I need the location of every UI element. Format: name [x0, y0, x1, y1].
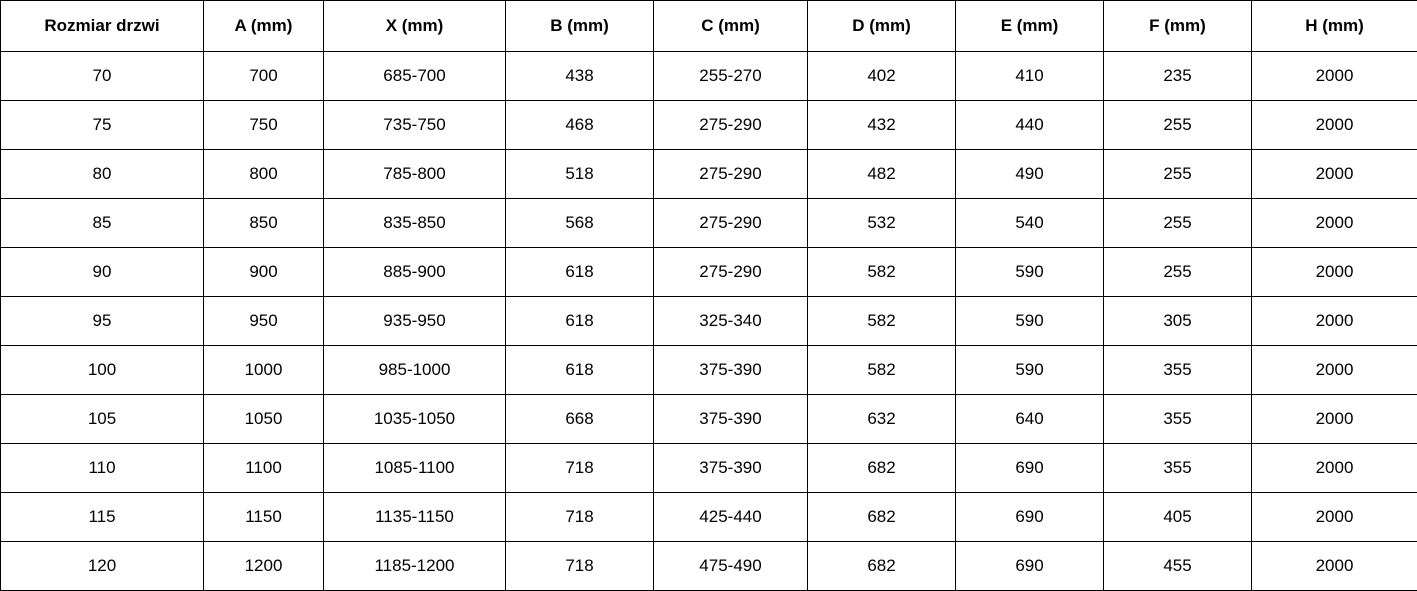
cell-a: 1150	[204, 493, 324, 542]
cell-e: 690	[956, 444, 1104, 493]
cell-door-size: 75	[1, 101, 204, 150]
cell-b: 668	[506, 395, 654, 444]
cell-c: 275-290	[654, 101, 808, 150]
cell-e: 410	[956, 52, 1104, 101]
cell-c: 255-270	[654, 52, 808, 101]
cell-e: 590	[956, 346, 1104, 395]
cell-c: 275-290	[654, 150, 808, 199]
cell-a: 1000	[204, 346, 324, 395]
cell-c: 275-290	[654, 248, 808, 297]
cell-d: 402	[808, 52, 956, 101]
cell-c: 375-390	[654, 395, 808, 444]
cell-d: 582	[808, 297, 956, 346]
cell-b: 618	[506, 297, 654, 346]
column-header-e: E (mm)	[956, 1, 1104, 52]
table-row	[1, 542, 1417, 591]
cell-f: 255	[1104, 150, 1252, 199]
cell-door-size: 100	[1, 346, 204, 395]
cell-f: 355	[1104, 395, 1252, 444]
cell-c: 275-290	[654, 199, 808, 248]
cell-h: 2000	[1252, 101, 1417, 150]
cell-c: 375-390	[654, 346, 808, 395]
cell-x: 885-900	[324, 248, 506, 297]
cell-f: 355	[1104, 346, 1252, 395]
cell-b: 618	[506, 248, 654, 297]
cell-door-size: 80	[1, 150, 204, 199]
cell-door-size: 95	[1, 297, 204, 346]
table-row	[1, 346, 1417, 395]
column-header-door-size: Rozmiar drzwi	[1, 1, 204, 52]
cell-door-size: 90	[1, 248, 204, 297]
table-row	[1, 199, 1417, 248]
cell-b: 468	[506, 101, 654, 150]
column-header-c: C (mm)	[654, 1, 808, 52]
table-body	[1, 52, 1417, 591]
cell-b: 618	[506, 346, 654, 395]
column-header-x: X (mm)	[324, 1, 506, 52]
column-header-h: H (mm)	[1252, 1, 1417, 52]
cell-b: 518	[506, 150, 654, 199]
cell-d: 432	[808, 101, 956, 150]
column-header-f: F (mm)	[1104, 1, 1252, 52]
table-row	[1, 395, 1417, 444]
cell-e: 490	[956, 150, 1104, 199]
cell-e: 440	[956, 101, 1104, 150]
cell-h: 2000	[1252, 52, 1417, 101]
cell-a: 800	[204, 150, 324, 199]
cell-h: 2000	[1252, 297, 1417, 346]
cell-x: 835-850	[324, 199, 506, 248]
cell-a: 1050	[204, 395, 324, 444]
cell-x: 985-1000	[324, 346, 506, 395]
cell-x: 1135-1150	[324, 493, 506, 542]
cell-c: 425-440	[654, 493, 808, 542]
cell-h: 2000	[1252, 444, 1417, 493]
cell-x: 735-750	[324, 101, 506, 150]
cell-a: 900	[204, 248, 324, 297]
cell-door-size: 115	[1, 493, 204, 542]
cell-c: 475-490	[654, 542, 808, 591]
cell-b: 438	[506, 52, 654, 101]
column-header-d: D (mm)	[808, 1, 956, 52]
cell-door-size: 70	[1, 52, 204, 101]
table-row	[1, 101, 1417, 150]
cell-x: 785-800	[324, 150, 506, 199]
cell-h: 2000	[1252, 150, 1417, 199]
cell-b: 718	[506, 542, 654, 591]
cell-a: 950	[204, 297, 324, 346]
table-row	[1, 150, 1417, 199]
cell-f: 255	[1104, 248, 1252, 297]
table-row	[1, 444, 1417, 493]
cell-door-size: 85	[1, 199, 204, 248]
cell-b: 568	[506, 199, 654, 248]
table-row	[1, 52, 1417, 101]
cell-c: 325-340	[654, 297, 808, 346]
cell-e: 640	[956, 395, 1104, 444]
column-header-a: A (mm)	[204, 1, 324, 52]
cell-h: 2000	[1252, 395, 1417, 444]
cell-a: 700	[204, 52, 324, 101]
cell-x: 1085-1100	[324, 444, 506, 493]
cell-h: 2000	[1252, 493, 1417, 542]
cell-f: 255	[1104, 101, 1252, 150]
cell-h: 2000	[1252, 248, 1417, 297]
cell-d: 632	[808, 395, 956, 444]
cell-d: 532	[808, 199, 956, 248]
cell-e: 590	[956, 248, 1104, 297]
cell-d: 682	[808, 493, 956, 542]
cell-door-size: 110	[1, 444, 204, 493]
cell-door-size: 105	[1, 395, 204, 444]
cell-f: 305	[1104, 297, 1252, 346]
cell-d: 582	[808, 346, 956, 395]
table-header	[1, 1, 1417, 52]
table-header-row	[1, 1, 1417, 52]
cell-f: 405	[1104, 493, 1252, 542]
cell-a: 1200	[204, 542, 324, 591]
cell-x: 1185-1200	[324, 542, 506, 591]
cell-d: 682	[808, 444, 956, 493]
column-header-b: B (mm)	[506, 1, 654, 52]
table-row	[1, 248, 1417, 297]
table-row	[1, 297, 1417, 346]
cell-b: 718	[506, 444, 654, 493]
cell-c: 375-390	[654, 444, 808, 493]
cell-f: 255	[1104, 199, 1252, 248]
cell-d: 582	[808, 248, 956, 297]
cell-x: 935-950	[324, 297, 506, 346]
cell-a: 1100	[204, 444, 324, 493]
cell-door-size: 120	[1, 542, 204, 591]
table-row	[1, 493, 1417, 542]
cell-e: 690	[956, 542, 1104, 591]
cell-f: 355	[1104, 444, 1252, 493]
cell-h: 2000	[1252, 346, 1417, 395]
cell-a: 850	[204, 199, 324, 248]
cell-f: 455	[1104, 542, 1252, 591]
cell-f: 235	[1104, 52, 1252, 101]
cell-e: 540	[956, 199, 1104, 248]
cell-x: 1035-1050	[324, 395, 506, 444]
cell-b: 718	[506, 493, 654, 542]
cell-d: 482	[808, 150, 956, 199]
cell-a: 750	[204, 101, 324, 150]
cell-e: 590	[956, 297, 1104, 346]
cell-e: 690	[956, 493, 1104, 542]
cell-x: 685-700	[324, 52, 506, 101]
cell-h: 2000	[1252, 199, 1417, 248]
cell-h: 2000	[1252, 542, 1417, 591]
cell-d: 682	[808, 542, 956, 591]
